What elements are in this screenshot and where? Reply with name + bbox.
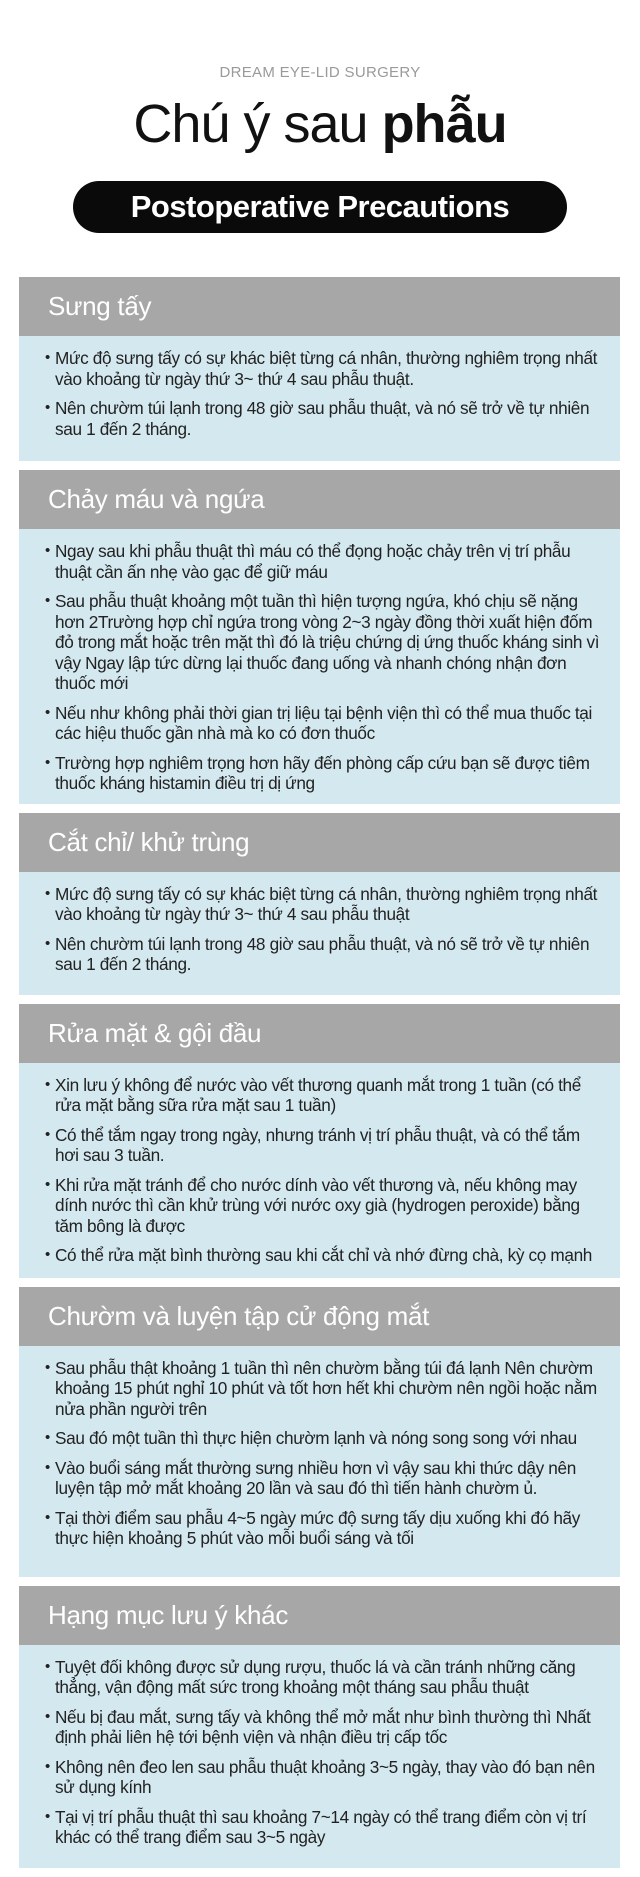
bullet-list [45,1358,600,1549]
section-title: Chườm và luyện tập cử động mắt [19,1287,620,1346]
bullet-item: • Sau phẫu thật khoảng 1 tuần thì nên chườm bằng túi đá lạnh Nên chườm khoảng 15 phút nghỉ 10 phút và tốt hơn hết khi chườm nên ngồi hoặc nằm nửa phần người trên [45,1358,600,1420]
section-body [19,1645,620,1868]
section-body [19,529,620,804]
page-header [0,0,640,233]
bullet-item: • Khi rửa mặt tránh để cho nước dính vào vết thương và, nếu không may dính nước thì cần khử trùng với nước oxy già (hydrogen peroxide) bằng tăm bông là được [45,1175,600,1237]
section-body [19,1063,620,1278]
bullet-item: • Sau phẫu thuật khoảng một tuần thì hiện tượng ngứa, khó chịu sẽ nặng hơn 2Trường hợp chỉ ngứa trong vòng 2~3 ngày đồng thời xuất hiện đốm đỏ trong mắt hoặc trên mặt thì đó là triệu chứng dị ứng thuốc kháng sinh vì vậy Ngay lập tức dừng lại thuốc đang uống và nhanh chóng nhận đơn thuốc mới [45,591,600,694]
bullet-item: • Nên chườm túi lạnh trong 48 giờ sau phẫu thuật, và nó sẽ trở về tự nhiên sau 1 đến 2 tháng. [45,934,600,975]
section [19,470,620,804]
bullet-item: • Mức độ sưng tấy có sự khác biệt từng cá nhân, thường nghiêm trọng nhất vào khoảng từ ngày thứ 3~ thứ 4 sau phẫu thuật [45,884,600,925]
sections-list [19,277,620,1877]
bullet-item: • Tuyệt đối không được sử dụng rượu, thuốc lá và cần tránh những căng thẳng, vận động mất sức trong khoảng một tháng sau phẫu thuật [45,1657,600,1698]
section [19,1004,620,1278]
page-title [0,92,640,156]
bullet-item: • Không nên đeo len sau phẫu thuật khoảng 3~5 ngày, thay vào đó bạn nên sử dụng kính [45,1757,600,1798]
bullet-item: • Có thể rửa mặt bình thường sau khi cắt chỉ và nhớ đừng chà, kỳ cọ mạnh [45,1245,600,1266]
bullet-list [45,348,600,439]
section [19,813,620,995]
section-title: Cắt chỉ/ khử trùng [19,813,620,872]
bullet-list [45,541,600,794]
bullet-item: • Nếu bị đau mắt, sưng tấy và không thể mở mắt như bình thường thì Nhất định phải liên hệ tới bệnh viện và nhận điều trị cấp tốc [45,1707,600,1748]
title-bold: phẫu [381,94,507,154]
bullet-item: • Tại vị trí phẫu thuật thì sau khoảng 7~14 ngày có thể trang điểm còn vị trí khác có thể trang điểm sau 3~5 ngày [45,1807,600,1848]
bullet-item: • Có thể tắm ngay trong ngày, nhưng tránh vị trí phẫu thuật, và có thể tắm hơi sau 3 tuần. [45,1125,600,1166]
section-body [19,336,620,461]
section-title: Sưng tấy [19,277,620,336]
bullet-item: • Sau đó một tuần thì thực hiện chườm lạnh và nóng song song với nhau [45,1428,600,1449]
bullet-item: • Nên chườm túi lạnh trong 48 giờ sau phẫu thuật, và nó sẽ trở về tự nhiên sau 1 đến 2 tháng. [45,398,600,439]
section-body [19,872,620,995]
bullet-list [45,884,600,975]
bullet-list [45,1075,600,1266]
bullet-item: • Ngay sau khi phẫu thuật thì máu có thể đọng hoặc chảy trên vị trí phẫu thuật cần ấn nhẹ vào gạc để giữ máu [45,541,600,582]
title-light: Chú ý sau [133,94,382,154]
section [19,1586,620,1868]
bullet-list [45,1657,600,1848]
bullet-item: • Trường hợp nghiêm trọng hơn hãy đến phòng cấp cứu bạn sẽ được tiêm thuốc kháng histamin điều trị dị ứng [45,753,600,794]
subtitle-pill: Postoperative Precautions [73,181,567,233]
brand-label: DREAM EYE-LID SURGERY [219,64,421,81]
section [19,277,620,461]
section-title: Chảy máu và ngứa [19,470,620,529]
bullet-item: • Vào buổi sáng mắt thường sưng nhiều hơn vì vậy sau khi thức dậy nên luyện tập mở mắt khoảng 20 lần và sau đó thì tiến hành chườm ủ. [45,1458,600,1499]
section-body [19,1346,620,1577]
bullet-item: • Xin lưu ý không để nước vào vết thương quanh mắt trong 1 tuần (có thể rửa mặt bằng sữa rửa mặt sau 1 tuần) [45,1075,600,1116]
bullet-item: • Nếu như không phải thời gian trị liệu tại bệnh viện thì có thể mua thuốc tại các hiệu thuốc gần nhà mà ko có đơn thuốc [45,703,600,744]
bullet-item: • Tại thời điểm sau phẫu 4~5 ngày mức độ sưng tấy dịu xuống khi đó hãy thực hiện khoảng 5 phút vào mỗi buổi sáng và tối [45,1508,600,1549]
bullet-item: • Mức độ sưng tấy có sự khác biệt từng cá nhân, thường nghiêm trọng nhất vào khoảng từ ngày thứ 3~ thứ 4 sau phẫu thuật. [45,348,600,389]
section-title: Hạng mục lưu ý khác [19,1586,620,1645]
section [19,1287,620,1577]
section-title: Rửa mặt & gội đầu [19,1004,620,1063]
